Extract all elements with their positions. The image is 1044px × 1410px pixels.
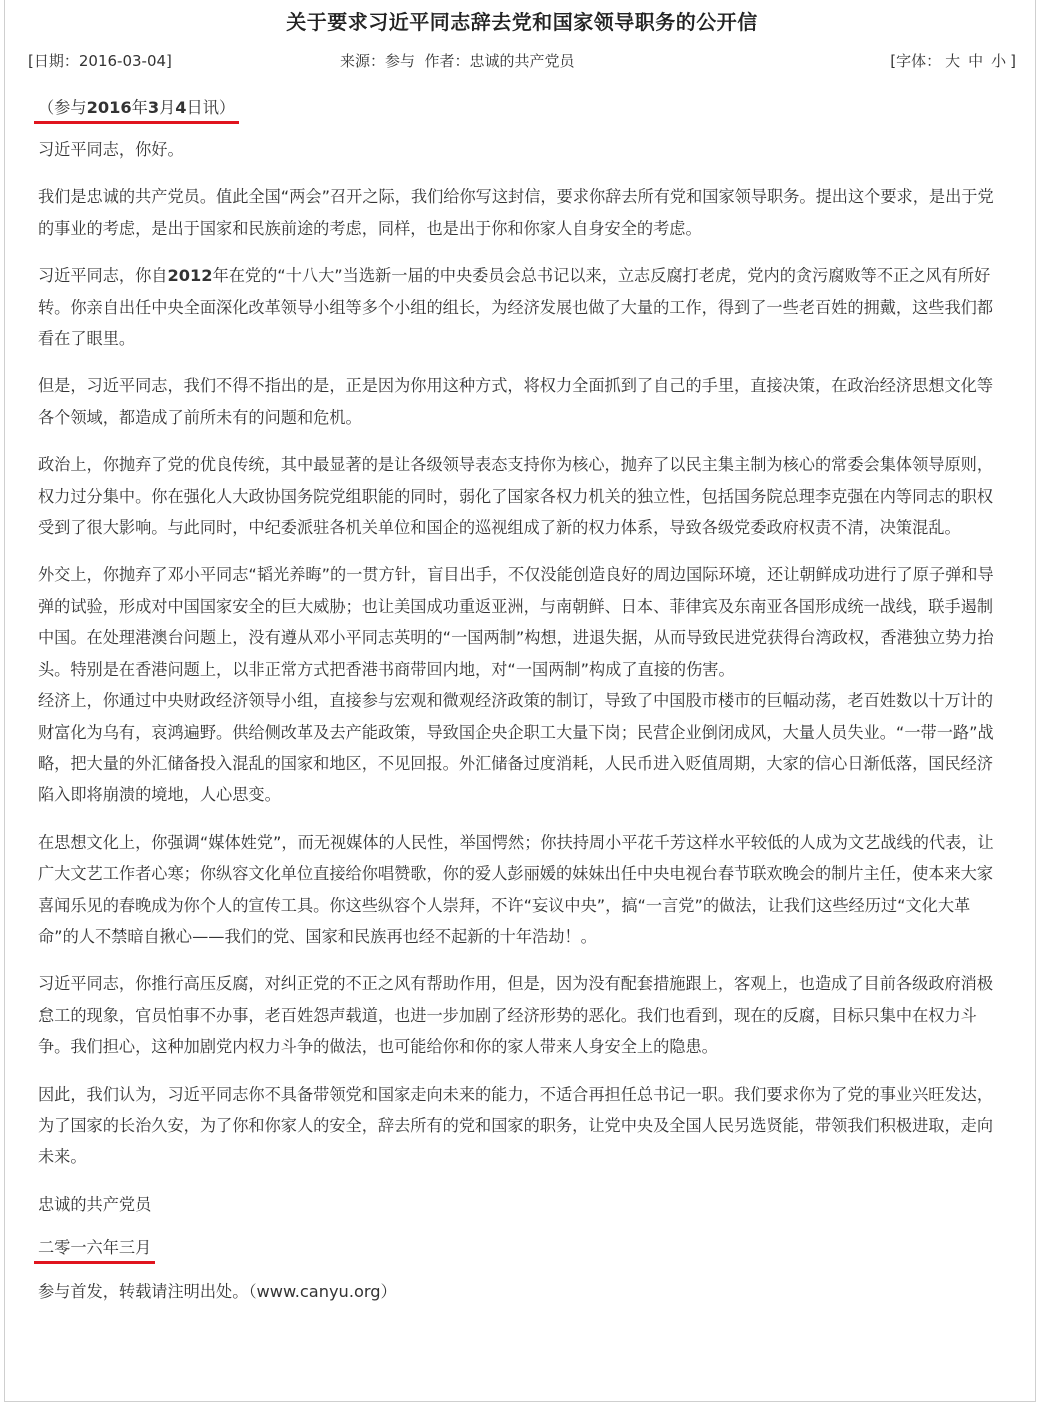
paragraph-9: 因此，我们认为，习近平同志你不具备带领党和国家走向未来的能力，不适合再担任总书记一职。我们要求你为了党的事业兴旺发达，为了国家的长治久安，为了你和你家人的安全，辞去所有的党和国家的职务，让党中央及全国人民另选贤能，带领我们积极进取，走向未来。 (38, 1084, 994, 1167)
signature: 忠诚的共产党员 (38, 1194, 152, 1214)
article-date: [日期：2016-03-04] (28, 52, 172, 70)
article-source-author: 来源：参与 作者：忠诚的共产党员 (340, 52, 575, 70)
article-title: 关于要求习近平同志辞去党和国家领导职务的公开信 (286, 10, 758, 34)
font-size-selector (890, 50, 1016, 71)
font-small-button[interactable]: 小 (991, 52, 1007, 70)
paragraph-3: 但是，习近平同志，我们不得不指出的是，正是因为你用这种方式，将权力全面抓到了自己的手里，直接决策，在政治经济思想文化等各个领域，都造成了前所未有的问题和危机。 (38, 376, 994, 427)
article-body (38, 92, 1006, 1308)
dateline (38, 92, 1006, 124)
paragraph-5: 外交上，你抛弃了邓小平同志“韬光养晦”的一贯方针，盲目出手，不仅没能创造良好的周边国际环境，还让朝鲜成功进行了原子弹和导弹的试验，形成对中国国家安全的巨大威胁；也让美国成功重返亚洲，与南朝鲜、日本、菲律宾及东南亚各国形成统一战线，联手遏制中国。在处理港澳台问题上，没有遵从邓小平同志英明的“一国两制”构想，进退失据，从而导致民进党获得台湾政权，香港独立势力抬头。特别是在香港问题上，以非正常方式把香港书商带回内地，对“一国两制”构成了直接的伤害。 (38, 565, 994, 679)
font-size-suffix: ] (1010, 52, 1016, 70)
signature-date-line (38, 1232, 1006, 1264)
paragraph-4: 政治上，你抛弃了党的优良传统，其中最显著的是让各级领导表态支持你为核心，抛弃了以民主集主制为核心的常委会集体领导原则，权力过分集中。你在强化人大政协国务院党组职能的同时，弱化了国家各权力机关的独立性，包括国务院总理李克强在内等同志的职权受到了很大影响。与此同时，中纪委派驻各机关单位和国企的巡视组成了新的权力体系，导致各级党委政府权责不清，决策混乱。 (38, 455, 994, 538)
footer-note: 参与首发，转载请注明出处。（www.canyu.org） (38, 1282, 397, 1302)
greeting: 习近平同志，你好。 (38, 140, 184, 159)
font-medium-button[interactable]: 中 (968, 52, 984, 70)
font-size-prefix: [字体： (890, 52, 942, 70)
paragraph-6: 经济上，你通过中央财政经济领导小组，直接参与宏观和微观经济政策的制订，导致了中国股市楼市的巨幅动荡，老百姓数以十万计的财富化为乌有，哀鸿遍野。供给侧改革及去产能政策，导致国企央企职工大量下岗；民营企业倒闭成风，大量人员失业。“一带一路”战略，把大量的外汇储备投入混乱的国家和地区，不见回报。外汇储备过度消耗，人民币进入贬值周期，大家的信心日渐低落，国民经济陷入即将崩溃的境地，人心思变。 (38, 691, 994, 805)
paragraph-2: 习近平同志，你自2012年在党的“十八大”当选新一届的中央委员会总书记以来，立志反腐打老虎，党内的贪污腐败等不正之风有所好转。你亲自出任中央全面深化改革领导小组等多个小组的组长，为经济发展也做了大量的工作，得到了一些老百姓的拥戴，这些我们都看在了眼里。 (38, 266, 994, 349)
paragraph-7: 在思想文化上，你强调“媒体姓党”，而无视媒体的人民性，举国愕然；你扶持周小平花千芳这样水平较低的人成为文艺战线的代表，让广大文艺工作者心寒；你纵容文化单位直接给你唱赞歌，你的爱人彭丽媛的妹妹出任中央电视台春节联欢晚会的制片主任，使本来大家喜闻乐见的春晚成为你个人的宣传工具。你这些纵容个人崇拜，不许“妄议中央”，搞“一言党”的做法，让我们这些经历过“文化大革命”的人不禁暗自揪心——我们的党、国家和民族再也经不起新的十年浩劫！。 (38, 832, 994, 946)
font-large-button[interactable]: 大 (945, 52, 961, 70)
dateline-underlined: （参与2016年3月4日讯） (34, 97, 239, 124)
signature-date: 二零一六年三月 (34, 1237, 155, 1264)
article-meta (0, 50, 1044, 74)
paragraph-8: 习近平同志，你推行高压反腐，对纠正党的不正之风有帮助作用，但是，因为没有配套措施跟上，客观上，也造成了目前各级政府消极怠工的现象，官员怕事不办事，老百姓怨声载道，也进一步加剧了经济形势的恶化。我们也看到，现在的反腐，目标只集中在权力斗争。我们担心，这种加剧党内权力斗争的做法，也可能给你和你的家人带来人身安全上的隐患。 (38, 974, 994, 1057)
paragraph-1: 我们是忠诚的共产党员。值此全国“两会”召开之际，我们给你写这封信，要求你辞去所有党和国家领导职务。提出这个要求，是出于党的事业的考虑，是出于国家和民族前途的考虑，同样，也是出于你和你家人自身安全的考虑。 (38, 187, 994, 238)
